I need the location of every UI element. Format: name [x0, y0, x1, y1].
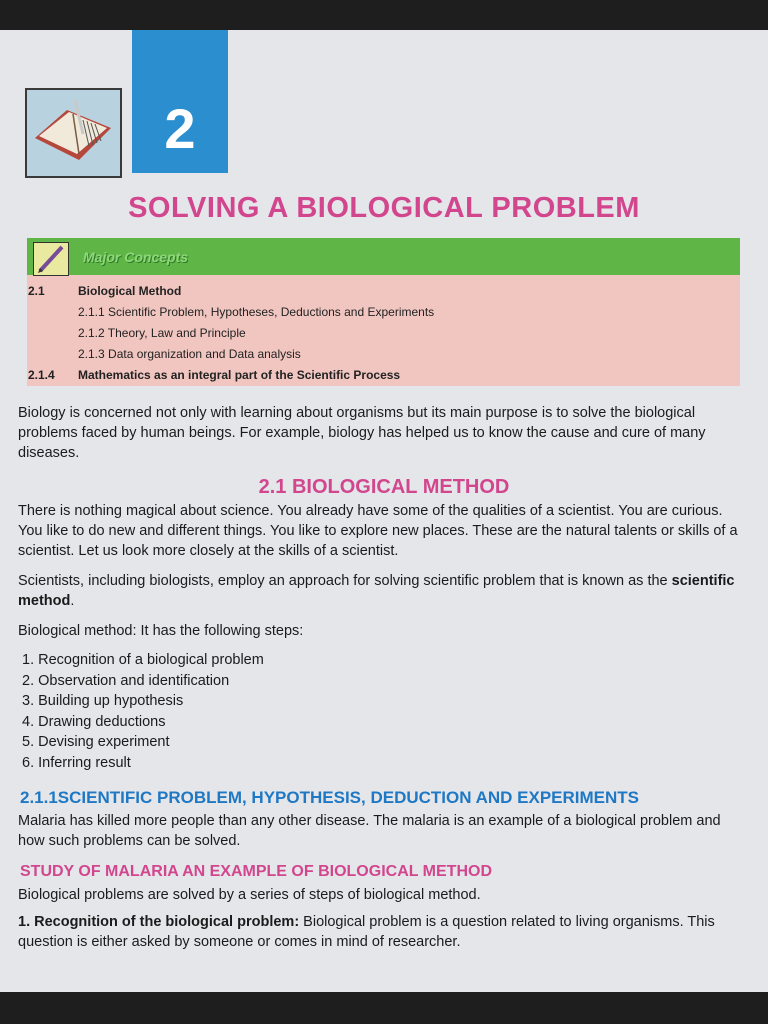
book-icon	[25, 88, 122, 178]
major-concepts-box: Major Concepts 2.1 Biological Method 2.1.1 Scientific Problem, Hypotheses, Deductions and Experiments 2.1.2 Theory, Law and Principle 2.1.3 Data organization and Data analysis 2.1.4 Mathematics as an integral part of the Scientific Process	[27, 238, 740, 386]
list-item: 4. Drawing deductions	[22, 713, 166, 730]
subsection-heading: 2.1.1SCIENTIFIC PROBLEM, HYPOTHESIS, DEDUCTION AND EXPERIMENTS	[20, 788, 640, 807]
major-concepts-heading: Major Concepts	[83, 249, 189, 265]
major-concepts-header	[27, 238, 740, 275]
list-item: 3. Building up hypothesis	[22, 693, 184, 710]
pencil-icon	[33, 242, 69, 276]
list-item: 1. Recognition of a biological problem	[22, 652, 264, 668]
malaria-paragraph: Malaria has killed more people than any other disease. The malaria is an example of a biological problem and how such problems can be solved.	[18, 813, 721, 849]
chapter-number-tab	[132, 30, 228, 173]
recognition-paragraph: 1. Recognition of the biological problem: Biological problem is a question related to living organisms. This question is either asked by someone or comes in mind of researcher.	[18, 914, 715, 950]
section-heading: 2.1 BIOLOGICAL METHOD	[258, 476, 510, 498]
paragraph-2: Scientists, including biologists, employ an approach for solving scientific problem that is known as the scientific method.	[18, 573, 735, 609]
chapter-number: 2	[164, 97, 196, 160]
steps-list	[22, 650, 264, 774]
paragraph-1: There is nothing magical about science. You already have some of the qualities of a scientist. You are curious. You like to do new and different things. You like to explore new places. These are the natural talents or skills of a scientist. Let us look more closely at the skills of a scientist.	[18, 503, 738, 559]
study-heading: STUDY OF MALARIA AN EXAMPLE OF BIOLOGICAL METHOD	[20, 863, 492, 880]
intro-paragraph: Biology is concerned not only with learning about organisms but its main purpose is to solve the biological problems faced by human beings. For example, biology has helped us to know the cause and cure of many diseases.	[18, 405, 706, 461]
concept-item: 2.1.2 Theory, Law and Principle	[78, 326, 246, 340]
concept-item: 2.1.1 Scientific Problem, Hypotheses, Deductions and Experiments	[78, 305, 435, 319]
list-item: 5. Devising experiment	[22, 734, 170, 751]
list-item: 2. Observation and identification	[22, 672, 230, 689]
textbook-page	[0, 30, 768, 992]
chapter-title: SOLVING A BIOLOGICAL PROBLEM	[128, 192, 640, 224]
list-item: 6. Inferring result	[22, 754, 131, 771]
steps-intro: Biological method: It has the following steps:	[18, 623, 304, 639]
concept-item: 2.1.3 Data organization and Data analysis	[78, 347, 301, 361]
study-paragraph: Biological problems are solved by a series of steps of biological method.	[18, 887, 481, 903]
